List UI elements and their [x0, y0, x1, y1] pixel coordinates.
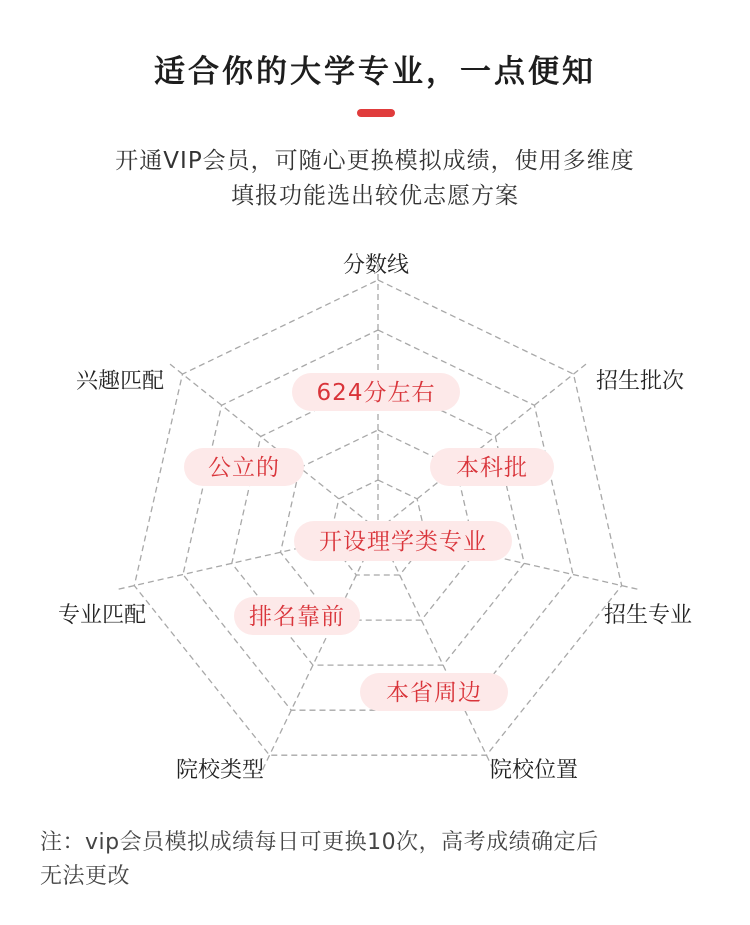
axis-label-major-match: 专业匹配	[57, 603, 146, 628]
axis-label-score-line: 分数线	[342, 253, 410, 278]
axis-label-school-type: 院校类型	[175, 758, 264, 783]
subtitle-line-1: 开通VIP会员，可随心更换模拟成绩，使用多维度	[115, 148, 635, 174]
tag-science-major	[294, 521, 512, 561]
subtitle-line-2: 填报功能选出较优志愿方案	[231, 183, 519, 209]
tag-science-major-text: 开设理学类专业	[319, 529, 487, 555]
axis-label-school-location: 院校位置	[490, 758, 579, 783]
tag-batch-text: 本科批	[456, 455, 528, 481]
footer-note-line-2: 无法更改	[40, 864, 131, 889]
page-title: 适合你的大学专业，一点便知	[154, 54, 596, 90]
axis-label-admission-major: 招生专业	[604, 603, 693, 628]
tag-nearby-text: 本省周边	[386, 680, 482, 706]
tag-ranking	[234, 597, 360, 635]
axis-label-admission-batch: 招生批次	[596, 369, 685, 394]
tag-public-text: 公立的	[208, 455, 280, 481]
tag-batch	[430, 448, 554, 486]
axis-label-interest-match: 兴趣匹配	[75, 369, 164, 394]
tag-nearby	[360, 673, 508, 711]
tag-score-text: 624分左右	[316, 380, 436, 406]
tag-ranking-text: 排名靠前	[249, 604, 345, 630]
tag-public	[184, 448, 304, 486]
radar-spoke-5	[262, 530, 378, 772]
tag-score	[292, 373, 460, 411]
footer-note-line-1: 注：vip会员模拟成绩每日可更换10次，高考成绩确定后	[40, 830, 599, 855]
radar-spoke-4	[378, 530, 494, 772]
